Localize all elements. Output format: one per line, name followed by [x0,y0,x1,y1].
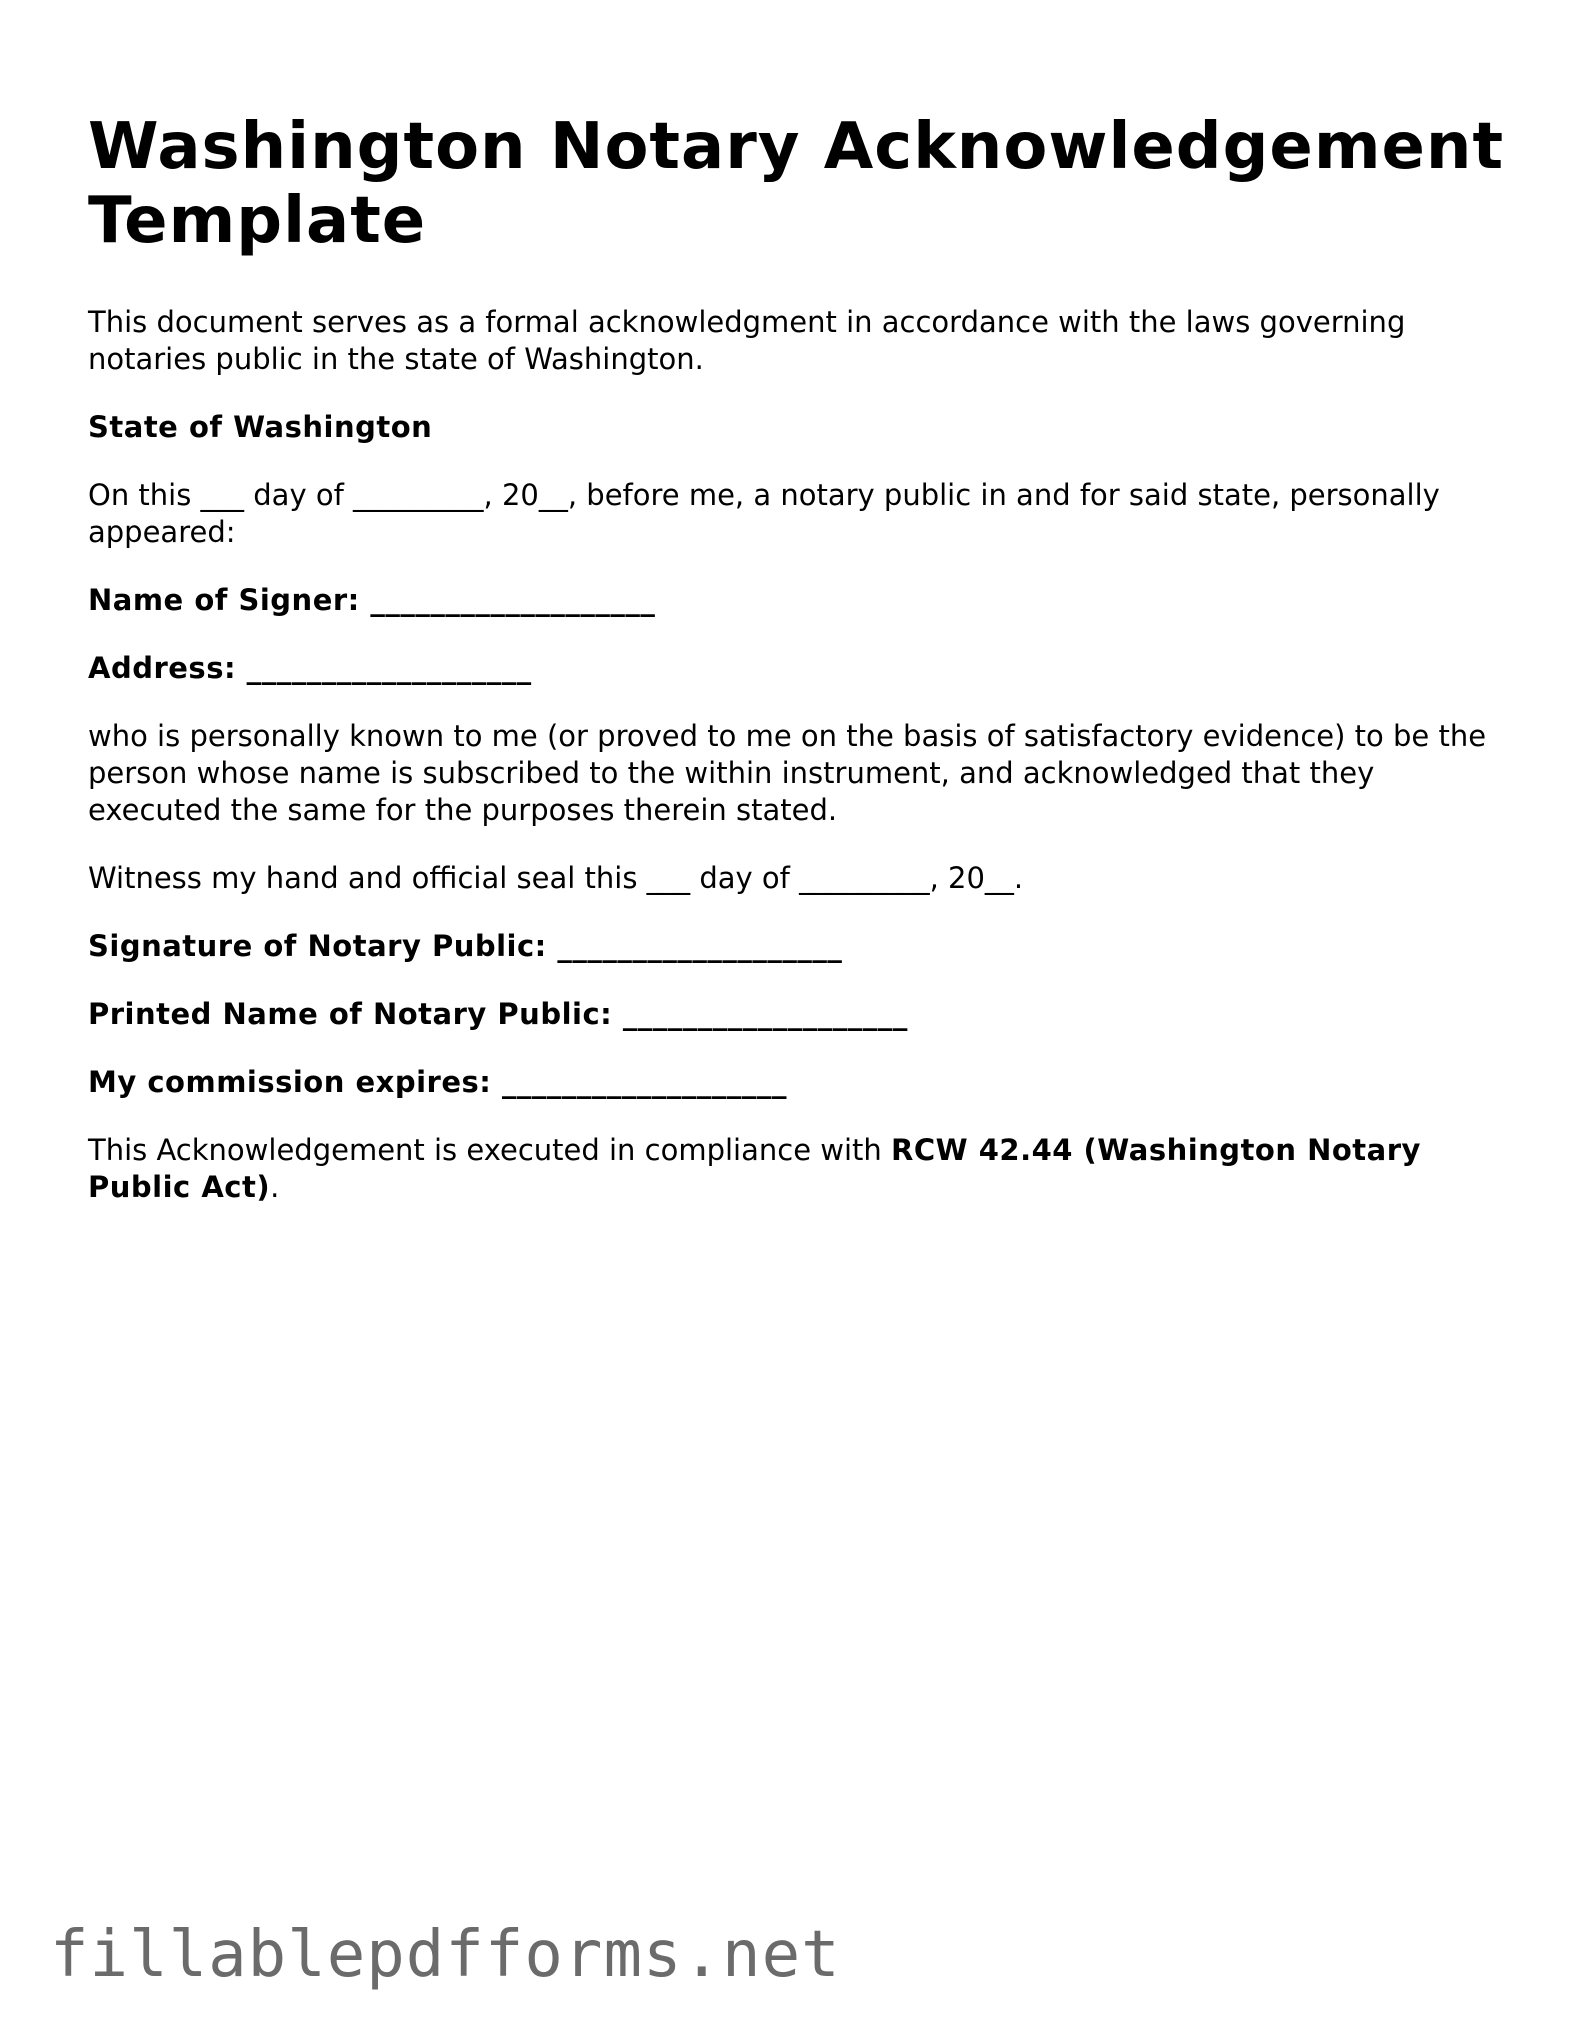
notary-printed-name-field: Printed Name of Notary Public: ___________________ [88,997,908,1031]
intro-paragraph: This document serves as a formal acknowledgment in accordance with the laws governing notaries public in the state of Washington. [88,305,1406,376]
appearance-paragraph: On this ___ day of _________, 20__, before me, a notary public in and for said state, personally appeared: [88,478,1440,549]
witness-paragraph: Witness my hand and official seal this ___ day of _________, 20__. [88,861,1024,895]
compliance-statute: RCW 42.44 (Washington Notary Public Act) [88,1133,1421,1204]
compliance-paragraph [88,1132,1508,1206]
compliance-suffix: . [270,1170,280,1204]
page-title: Washington Notary Acknowledgement Template [88,110,1505,258]
watermark-text: fillablepdfforms.net [50,1918,841,1992]
state-heading: State of Washington [88,410,433,444]
statement-paragraph: who is personally known to me (or proved to me on the basis of satisfactory evidence) to be the person whose name is subscribed to the within instrument, and acknowledged that they executed the same for the purposes therein stated. [88,719,1487,827]
address-field: Address: ___________________ [88,651,532,685]
compliance-prefix: This Acknowledgement is executed in compliance with [88,1133,892,1167]
notary-signature-field: Signature of Notary Public: ___________________ [88,929,843,963]
commission-expires-field: My commission expires: ___________________ [88,1065,787,1099]
document-page [88,110,1508,1206]
signer-name-field: Name of Signer: ___________________ [88,583,656,617]
